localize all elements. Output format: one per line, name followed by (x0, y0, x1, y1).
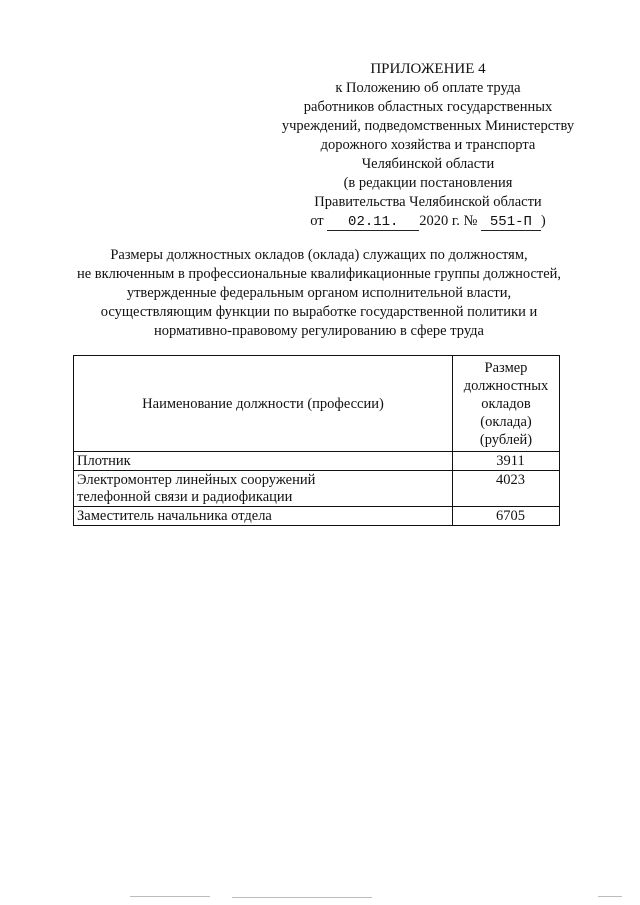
appendix-header (268, 60, 588, 231)
position-name: Заместитель начальника отдела (77, 508, 272, 524)
position-cell (74, 452, 453, 471)
position-name: Плотник (77, 453, 131, 469)
appendix-line: дорожного хозяйства и транспорта (320, 137, 536, 153)
appendix-title: ПРИЛОЖЕНИЕ 4 (370, 61, 486, 77)
position-cell (74, 507, 453, 526)
scan-artifact (598, 896, 622, 897)
amount-cell: 6705 (453, 507, 560, 526)
column-header-amount-line: окладов (оклада) (480, 396, 532, 430)
appendix-line: работников областных государственных (303, 99, 553, 115)
closing-paren: ) (540, 213, 546, 229)
column-header-amount-line: должностных (463, 378, 549, 394)
table-row (74, 471, 560, 507)
position-name: телефонной связи и радиофикации (77, 489, 293, 505)
column-header-amount-line: Размер (484, 360, 528, 376)
column-header-amount (453, 356, 560, 452)
column-header-position: Наименование должности (профессии) (74, 356, 453, 452)
table-header-row (74, 356, 560, 452)
amount-cell: 4023 (453, 471, 560, 507)
scan-artifact (130, 896, 210, 897)
document-heading (40, 246, 598, 341)
position-name: Электромонтер линейных сооружений (77, 472, 316, 488)
heading-line: нормативно-правовому регулированию в сфере труда (154, 323, 484, 339)
heading-line: Размеры должностных окладов (оклада) служащих по должностям, (110, 247, 528, 263)
date-field: 02.11. (327, 215, 419, 231)
appendix-line: (в редакции постановления (343, 175, 513, 191)
year-text: 2020 г. № (419, 213, 478, 229)
heading-line: не включенным в профессиональные квалификационные группы должностей, (76, 266, 562, 282)
appendix-line: Челябинской области (361, 156, 495, 172)
column-header-amount-line: (рублей) (479, 432, 533, 448)
table-row (74, 507, 560, 526)
heading-line: осуществляющим функции по выработке государственной политики и (100, 304, 538, 320)
amount-cell: 3911 (453, 452, 560, 471)
salary-table (73, 355, 560, 526)
date-prefix: от (310, 213, 324, 229)
appendix-line: учреждений, подведомственных Министерству (281, 118, 575, 134)
position-cell (74, 471, 453, 507)
appendix-line: Правительства Челябинской области (314, 194, 542, 210)
appendix-date-line (268, 212, 588, 231)
document-number-field: 551-П (481, 215, 541, 231)
table-row (74, 452, 560, 471)
scan-artifact (232, 897, 372, 898)
heading-line: утвержденные федеральным органом исполнительной власти, (126, 285, 512, 301)
appendix-line: к Положению об оплате труда (335, 80, 521, 96)
